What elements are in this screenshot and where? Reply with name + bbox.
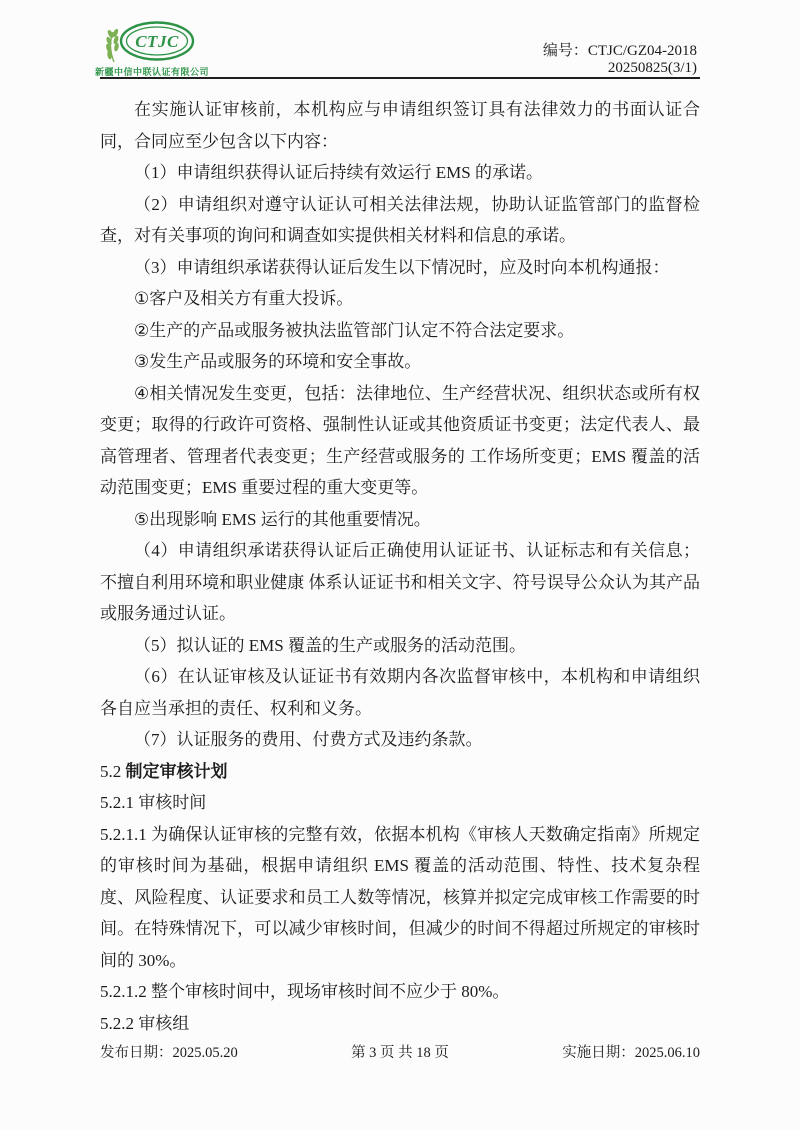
- document-body: [100, 94, 700, 1039]
- paragraph: ②生产的产品或服务被执法监管部门认定不符合法定要求。: [134, 320, 575, 340]
- section-heading: [100, 756, 700, 788]
- header-divider: [100, 77, 700, 79]
- paragraph: （1）申请组织获得认证后持续有效运行 EMS 的承诺。: [134, 163, 543, 182]
- paragraph: （2）申请组织对遵守认证认可相关法律法规，协助认证监管部门的监督检查，对有关事项的询问和调查如实提供相关材料和信息的承诺。: [100, 194, 700, 245]
- paragraph: （4）申请组织承诺获得认证后正确使用认证证书、认证标志和有关信息；不擅自利用环境和职业健康 体系认证证书和相关文字、符号误导公众认为其产品或服务通过认证。: [100, 541, 700, 623]
- wheat-ear-icon: [105, 28, 119, 62]
- implementation-date: 实施日期：2025.06.10: [562, 1045, 700, 1061]
- paragraph: 5.2.1 审核时间: [100, 793, 207, 812]
- paragraph: （3）申请组织承诺获得认证后发生以下情况时，应及时向本机构通报：: [134, 257, 670, 277]
- paragraph: （5）拟认证的 EMS 覆盖的生产或服务的活动范围。: [134, 635, 526, 655]
- paragraph: 5.2.1.2 整个审核时间中，现场审核时间不应少于 80%。: [100, 982, 510, 1001]
- ctjc-logo-icon: [100, 20, 204, 64]
- paragraph: （6）在认证审核及认证证书有效期内各次监督审核中，本机构和申请组织各自应当承担的责任、权利和义务。: [100, 667, 700, 718]
- logo-letters: CTJC: [135, 32, 179, 51]
- release-date: 发布日期：2025.05.20: [100, 1045, 238, 1061]
- section-number: 5.2: [100, 761, 126, 781]
- paragraph: ④相关情况发生变更，包括：法律地位、生产经营状况、组织状态或所有权变更；取得的行政许可资格、强制性认证或其他资质证书变更；法定代表人、最高管理者、管理者代表变更；生产经营或服务的 工作场所变更；EMS 覆盖的活动范围变更；EMS 重要过程的重大变更等。: [100, 383, 700, 497]
- page-indicator: 第 3 页 共 18 页: [351, 1045, 449, 1061]
- document-number-block: [543, 43, 697, 76]
- section-title: 制定审核计划: [125, 761, 228, 781]
- document-number: 编号：CTJC/GZ04-2018: [542, 43, 697, 59]
- company-logo: [94, 20, 210, 78]
- paragraph: （7）认证服务的费用、付费方式及违约条款。: [134, 730, 483, 749]
- company-name: 新疆中信中联认证有限公司: [94, 67, 209, 77]
- paragraph: ⑤出现影响 EMS 运行的其他重要情况。: [134, 509, 431, 529]
- paragraph: 5.2.1.1 为确保认证审核的完整有效，依据本机构《审核人天数确定指南》所规定的审核时间为基础，根据申请组织 EMS 覆盖的活动范围、特性、技术复杂程度、风险程度、认证要求和员工人数等情况，核算并拟定完成审核工作需要的时间。在特殊情况下，可以减少审核时间，但减少的时间不得超过所规定的审核时间的 30%。: [100, 824, 700, 970]
- document-revision: 20250825(3/1): [607, 59, 697, 76]
- document-footer: [100, 1041, 700, 1062]
- paragraph: 5.2.2 审核组: [100, 1013, 190, 1033]
- paragraph: ①客户及相关方有重大投诉。: [134, 289, 354, 308]
- paragraph: 在实施认证审核前，本机构应与申请组织签订具有法律效力的书面认证合同，合同应至少包含以下内容：: [100, 100, 700, 151]
- paragraph: ③发生产品或服务的环境和安全事故。: [134, 352, 422, 371]
